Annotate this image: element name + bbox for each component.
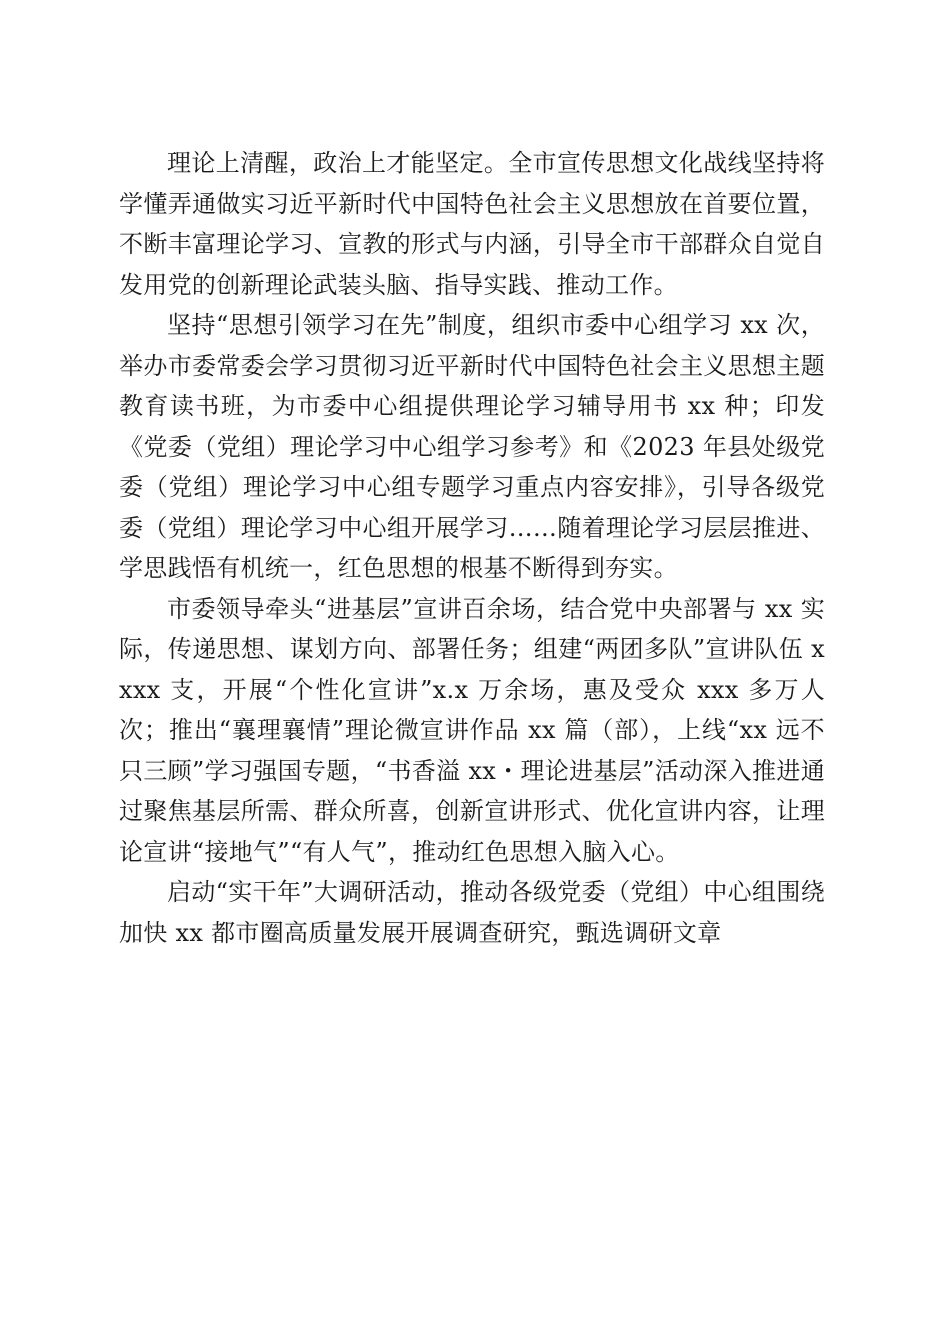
paragraph-1: 理论上清醒，政治上才能坚定。全市宣传思想文化战线坚持将学懂弄通做实习近平新时代中国特色社会主义思想放在首要位置，不断丰富理论学习、宣教的形式与内涵，引导全市干部群众自觉自发用党的创新理论武装头脑、指导实践、推动工作。 — [119, 149, 825, 299]
paragraph-3: 市委领导牵头“进基层”宣讲百余场，结合党中央部署与 xx 实际，传递思想、谋划方向、部署任务；组建“两团多队”宣讲队伍 xxxx 支，开展“个性化宣讲”x.x 万余场，惠及受众 xxx 多万人次；推出“襄理襄情”理论微宣讲作品 xx 篇（部），上线“xx 远不只三顾”学习强国专题，“书香溢 xx・理论进基层”活动深入推进通过聚焦基层所需、群众所喜，创新宣讲形式、优化宣讲内容，让理论宣讲“接地气”“有人气”，推动红色思想入脑入心。 — [119, 594, 825, 866]
paragraph-2: 坚持“思想引领学习在先”制度，组织市委中心组学习 xx 次，举办市委常委会学习贯彻习近平新时代中国特色社会主义思想主题教育读书班，为市委中心组提供理论学习辅导用书 xx 种；印发《党委（党组）理论学习中心组学习参考》和《2023 年县处级党委（党组）理论学习中心组专题学习重点内容安排》，引导各级党委（党组）理论学习中心组开展学习……随着理论学习层层推进、学思践悟有机统一，红色思想的根基不断得到夯实。 — [119, 311, 825, 582]
paragraph-4: 启动“实干年”大调研活动，推动各级党委（党组）中心组围绕加快 xx 都市圈高质量发展开展调查研究，甄选调研文章 — [119, 878, 825, 947]
document-body — [119, 143, 825, 953]
